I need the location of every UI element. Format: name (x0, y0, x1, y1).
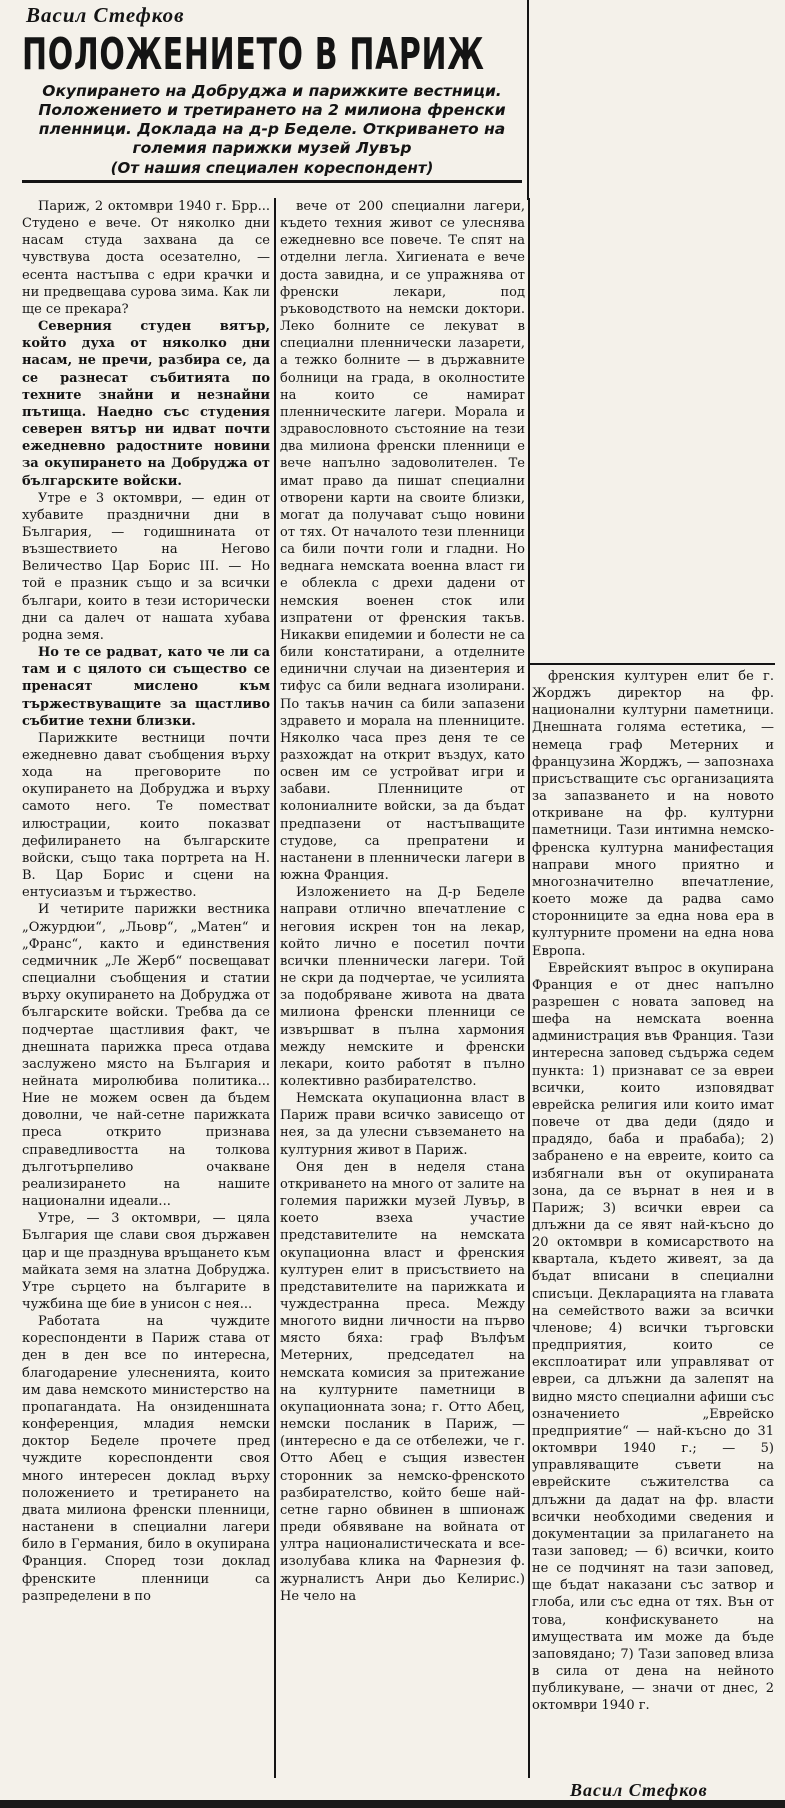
bottom-bar (0, 1800, 785, 1808)
paragraph: Но те се радват, като че ли са там и с цялото си същество се пренасят мислено към тържествуващите за щастливо събитие техни близки. (22, 645, 270, 729)
paragraph: Еврейският въпрос в окупирана Франция е от днес напълно разрешен с новата заповед на шефа на немската военна администрация във Франция. Тази интересна заповед съдържа седем пункта: 1) признават се за евреи всички, които изповядват еврейска религия или които имат повече от два деди (дядо и прадядо, баба и прабаба); 2) забранено е на евреите, които са избягнали вън от окупираната зона, да се върнат в нея и в Париж; 3) всички евреи са длъжни да се явят най-късно до 20 октомври в комисарството на квартала, където живеят, за да бъдат вписани в специални списъци. Декларацията на главата на семейството важи за всички членове; 4) всички търговски предприятия, които се експлоатират или управляват от евреи, са длъжни да залепят на видно място специални афиши със означението „Еврейско предприятие“ — най-късно до 31 октомври 1940 г.; — 5) управляващите съвети на еврейските съжителства са длъжни да дадат на фр. власти всички необходими сведения и документации за прилагането на тази заповед; — 6) всички, които не се подчинят на тази заповед, ще бъдат наказани със затвор и глоба, или със една от тях. Вън от това, конфискуването на имуществата им може да бъде заповядано; 7) Тази заповед влиза в сила от дена на нейното публикуване, — значи от днес, 2 октомври 1940 г. (532, 960, 774, 1714)
paragraph: Работата на чуждите кореспонденти в Париж става от ден в ден все по интересна, благодарение улесненията, които им дава немското министерство на пропагандата. На онзиденшната конференция, младия немски доктор Беделе прочете пред чуждите кореспонденти своя много интересен доклад върху положението и третирането на двата милиона френски пленници, настанени в специални лагери било в Германия, било в окупирана Франция. Според този доклад френските пленници са разпределени в по (22, 1314, 270, 1604)
header-rule (527, 0, 529, 200)
article-header (22, 2, 522, 183)
paragraph: Оня ден в неделя стана откриването на много от залите на големия парижки музей Лувър, в което взеха участие представителите на немската окупационна власт и френския културен елит в присъствието на представителите на парижката и чуждестранна преса. Между многото видни личности на първо място бяха: граф Вълфъм Метерних, председател на немската комисия за притежание на културните паметници в окупационната зона; г. Отто Абец, немски посланик в Париж, — (интересно е да се отбележи, че г. Отто Абец е същия известен сторонник за немско-френското разбирателство, който беше най-сетне гарно обвинен в шпионаж преди обявяване на войната от ултра националистическата и все-изолубава клика на Фарнезия ф. журналистъ Анри дьо Келирис.) Не чело на (280, 1159, 525, 1604)
correspondent-line: (От нашия специален кореспондент) (22, 158, 522, 183)
paragraph: френския културен елит бе г. Жорджъ директор на фр. национални културни паметници. Днешната голяма естетика, — немеца граф Метерних и французина Жорджъ, — запознаха присъстващите със организацията за запазването и на новото откриване на фр. културни паметници. Тази интимна немско-френска културна манифестация направи много приятно и многозначително впечатление, което може да радва само сторонниците за една нова ера в културните промени на една нова Европа. (532, 669, 774, 959)
paragraph: Парижките вестници почти ежедневно дават съобщения върху хода на преговорите по окупирането на Добруджа и върху самото него. Те поместват илюстрации, които показват дефилирането на българските войски, също така портрета на Н. В. Цар Борис и сцени на ентусиазъм и тържество. (22, 730, 270, 901)
column-divider-2 (528, 198, 530, 1778)
column-1 (22, 198, 270, 1605)
paragraph: Немската окупационна власт в Париж прави всичко зависещо от нея, за да улесни съвземането на културния живот в Париж. (280, 1091, 525, 1158)
column-2 (280, 198, 525, 1605)
subheadline: Окупирането на Добруджа и парижките вестници. Положението и третирането на 2 милиона френски пленници. Доклада на д-р Беделе. Откриването на големия парижки музей Лувър (38, 82, 506, 157)
paragraph: Париж, 2 октомври 1940 г. Брр... Студено е вече. От няколко дни насам студа захвана да се чувствува доста осезателно, — есента настъпва с едри крачки и ни предвещава сурова зима. Как ли ще се прекара? (22, 199, 270, 317)
paragraph: Северния студен вятър, който духа от няколко дни насам, не пречи, разбира се, да се разнесат събитията по техните знайни и незнайни пътища. Наедно със студения северен вятър ни идват почти ежедневно радостните новини за окупирането на Добруджа от българските войски. (22, 319, 270, 489)
paragraph: Изложението на Д-р Беделе направи отлично впечатление с неговия искрен тон на лекар, който лично е посетил почти всички пленнически лагери. Той не скри да подчертае, че усилията за подобряване живота на двата милиона френски пленници се извършват в пълна хармония между немските и френски лекари, които работят в пълно колективно разбирателство. (280, 885, 525, 1089)
column-3 (532, 668, 774, 1715)
column-divider-1 (274, 198, 276, 1778)
signature: Васил Стефков (570, 1780, 708, 1800)
headline: ПОЛОЖЕНИЕТО В ПАРИЖ (22, 29, 485, 80)
column-3-top-rule (530, 663, 775, 665)
byline: Васил Стефков (26, 3, 185, 27)
paragraph: вече от 200 специални лагери, където техния живот се улеснява ежедневно все повече. Те спят на отделни легла. Хигиената е вече доста завидна, и се упражнява от френски лекари, под ръководството на немски доктори. Леко болните се лекуват в специални пленнически лазарети, а тежко болните — в държавните болници на града, в околностите на които се намират пленническите лагери. Морала и здравословното състояние на тези два милиона френски пленници е вече напълно задоволителен. Те имат право да пишат специални отворени карти на своите близки, могат да получават също новини от тях. От началото тези пленници са били почти голи и гладни. Но веднага немската военна власт ги е облекла с дрехи дадени от немския военен сток или изпратени от френския такъв. Никакви епидемии и болести не са били констатирани, а отделните единични случаи на дизентерия и тифус са били веднага изолирани. По такъв начин са били запазени здравето и морала на пленниците. Няколко часа през деня те се разхождат на открит въздух, като освен им се устройват игри и забави. Пленниците от колониалните войски, за да бъдат предпазени от настъпващите студове, са препратени и настанени в пленнически лагери в южна Франция. (280, 199, 525, 884)
paragraph: Утре, — 3 октомври, — цяла България ще слави своя държавен цар и ще празднува връщането към майката земя на златна Добруджа. Утре сърцето на българите в чужбина ще бие в унисон с нея... (22, 1211, 270, 1312)
paragraph: И четирите парижки вестника „Ожурдюи“, „Льовр“, „Матен“ и „Франс“, както и единствения седмичник „Ле Жерб“ посвещават специални съобщения и статии върху окупирането на Добруджа от българските войски. Требва да се подчертае щастливия факт, че днешната парижка преса отдава заслужено място на България и нейната миролюбива политика... Ние не можем освен да бъдем доволни, че най-сетне парижката преса открито признава справедливостта на толкова дълготърпеливо очакване реализирането на нашите национални идеали... (22, 902, 270, 1210)
paragraph: Утре е 3 октомври, — един от хубавите празднични дни в България, — годишнината от възшествието на Негово Величество Цар Борис III. — Но той е празник също и за всички българи, които в тези исторически дни са далеч от нашата хубава родна земя. (22, 490, 270, 643)
